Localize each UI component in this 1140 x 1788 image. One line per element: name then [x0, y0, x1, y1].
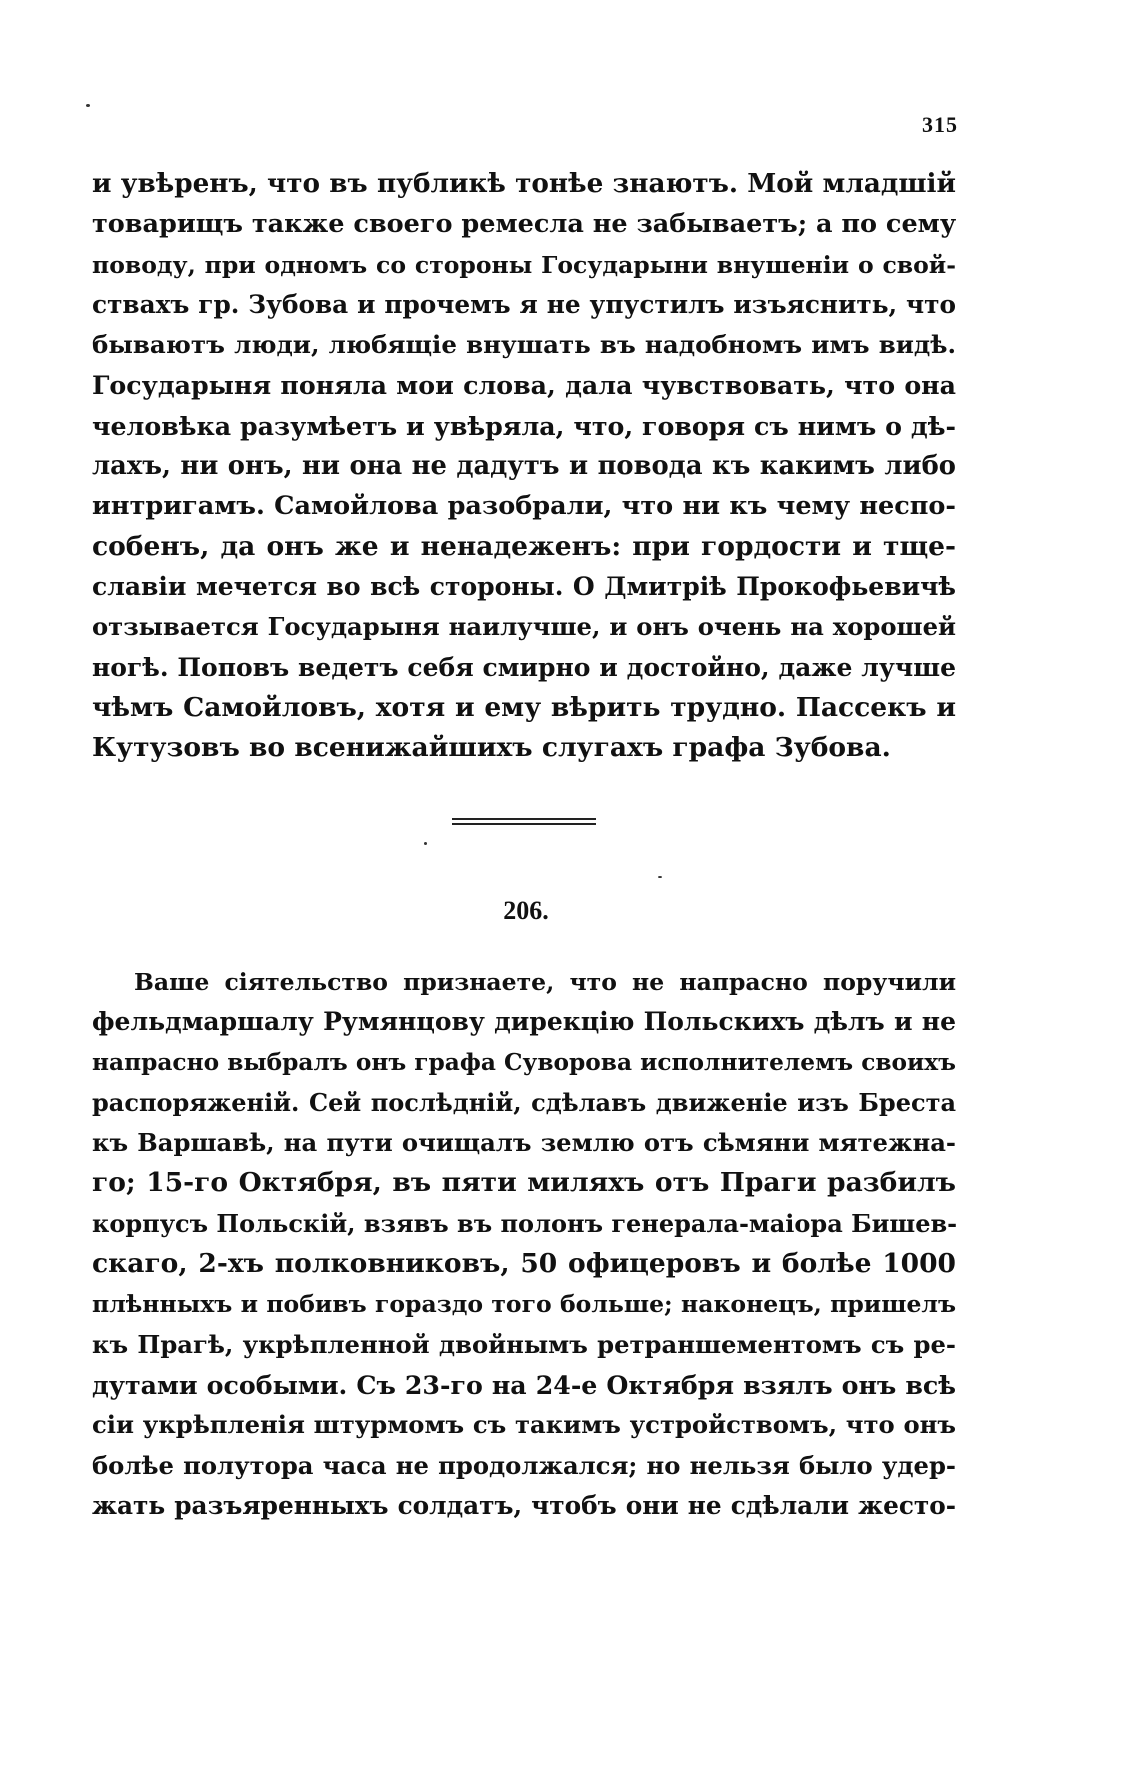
text-line: собенъ, да онъ же и ненадеженъ: при гордости и тще-: [92, 530, 956, 562]
text-line: къ Прагѣ, укрѣпленной двойнымъ ретраншементомъ съ ре-: [92, 1329, 956, 1359]
text-line: къ Варшавѣ, на пути очищалъ землю отъ сѣмяни мятежна-: [92, 1128, 956, 1158]
text-line: товарищъ также своего ремесла не забываетъ; а по сему: [92, 209, 957, 240]
text-line: распоряженій. Сей послѣдній, сдѣлавъ движеніе изъ Бреста: [92, 1087, 956, 1117]
text-line: скаго, 2-хъ полковниковъ, 50 офицеровъ и болѣе 1000: [92, 1248, 956, 1280]
text-line: плѣнныхъ и побивъ гораздо того больше; наконецъ, пришелъ: [92, 1290, 956, 1319]
text-line: интригамъ. Самойлова разобрали, что ни къ чему неспо-: [92, 491, 956, 522]
text-line: го; 15-го Октября, въ пяти миляхъ отъ Праги разбилъ: [92, 1167, 956, 1199]
print-speck: [658, 876, 662, 878]
text-line: славіи мечется во всѣ стороны. О Дмитріѣ Прокофьевичѣ: [92, 571, 956, 601]
text-line: Государыня поняла мои слова, дала чувствовать, что она: [92, 370, 956, 401]
page-number: 315: [922, 112, 958, 137]
letter-number-heading: 206.: [503, 896, 549, 925]
text-line: чѣмъ Самойловъ, хотя и ему вѣрить трудно. Пассекъ и: [92, 691, 956, 723]
letter-205-ending-text: [92, 164, 956, 768]
text-line: лахъ, ни онъ, ни она не дадутъ и повода къ какимъ либо: [92, 451, 956, 482]
text-line: болѣе полутора часа не продолжался; но нельзя было удер-: [92, 1450, 956, 1480]
print-speck: [86, 104, 90, 107]
text-line: ногѣ. Поповъ ведетъ себя смирно и достойно, даже лучше: [92, 652, 956, 682]
section-divider: [452, 818, 596, 825]
text-line: отзывается Государыня наилучше, и онъ очень на хорошей: [92, 612, 956, 642]
letter-206-text: [92, 962, 956, 1526]
text-line: Ваше сіятельство признаете, что не напрасно поручили: [134, 968, 956, 996]
text-line: корпусъ Польскій, взявъ въ полонъ генерала-маіора Бишев-: [92, 1208, 958, 1238]
text-line: и увѣренъ, что въ публикѣ тонѣе знаютъ. Мой младшій: [92, 168, 956, 199]
text-line: бываютъ люди, любящіе внушать въ надобномъ имъ видѣ.: [92, 330, 956, 360]
text-line: Кутузовъ во всенижайшихъ слугахъ графа Зубова.: [92, 732, 891, 764]
text-line: напрасно выбралъ онъ графа Суворова исполнителемъ своихъ: [92, 1048, 956, 1076]
text-line: сіи укрѣпленія штурмомъ съ такимъ устройствомъ, что онъ: [92, 1410, 956, 1440]
text-line: ствахъ гр. Зубова и прочемъ я не упустилъ изъяснить, что: [92, 289, 956, 319]
text-line: человѣка разумѣетъ и увѣряла, что, говоря съ нимъ о дѣ-: [92, 410, 956, 441]
text-line: поводу, при одномъ со стороны Государыни внушеніи о свой-: [92, 250, 956, 279]
text-line: фельдмаршалу Румянцову дирекцію Польскихъ дѣлъ и не: [92, 1007, 956, 1037]
print-speck: [424, 842, 427, 845]
text-line: жать разъяренныхъ солдатъ, чтобъ они не сдѣлали жесто-: [92, 1490, 956, 1520]
text-line: дутами особыми. Съ 23-го на 24-е Октября взялъ онъ всѣ: [92, 1369, 956, 1400]
